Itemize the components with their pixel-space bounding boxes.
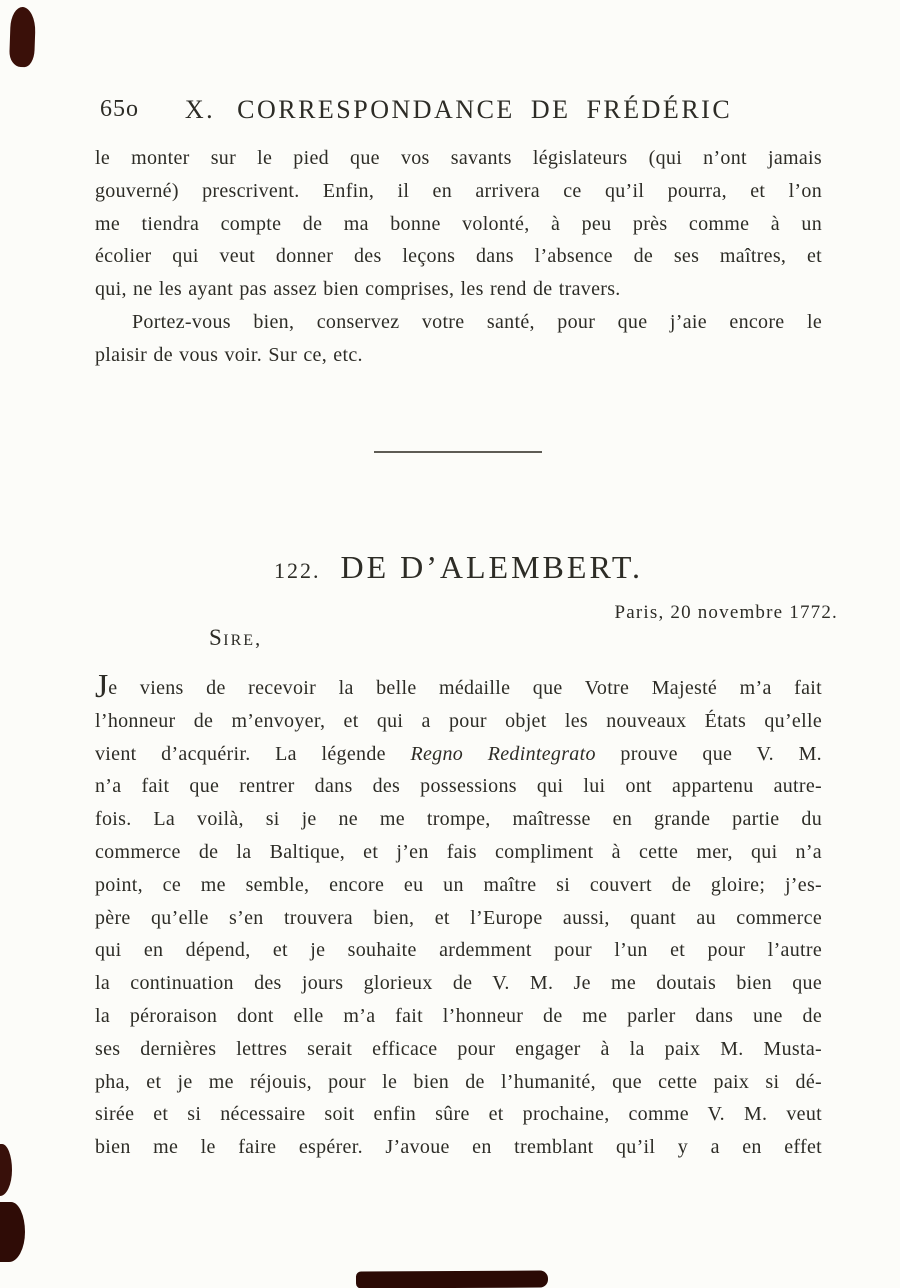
text-line: Je viens de recevoir la belle médaille que Votre Majesté m’a fait	[95, 668, 822, 705]
text-line: ses dernières lettres serait efficace pour engager à la paix M. Musta-	[95, 1037, 822, 1060]
text-line: la continuation des jours glorieux de V. M. Je me doutais bien que	[95, 972, 822, 995]
page-number: 65o	[100, 96, 139, 122]
text-line: bien me le faire espérer. J’avoue en tremblant qu’il y a en effet	[95, 1136, 822, 1159]
text-line: gouverné) prescrivent. Enfin, il en arrivera ce qu’il pourra, et l’on	[95, 179, 822, 202]
letter-body	[95, 668, 822, 1164]
text-line: commerce de la Baltique, et j’en fais compliment à cette mer, qui n’a	[95, 840, 822, 863]
scan-mark-left-upper	[0, 1144, 12, 1196]
chapter-numeral: X.	[184, 95, 216, 124]
text-line: plaisir de vous voir. Sur ce, etc.	[95, 343, 363, 366]
text-line: vient d’acquérir. La légende Regno Redintegrato prouve que V. M.	[95, 742, 822, 765]
page-header	[95, 95, 822, 125]
text-line: fois. La voilà, si je ne me trompe, maîtresse en grande partie du	[95, 808, 822, 831]
running-title	[95, 95, 822, 125]
salutation-comma: ,	[255, 628, 261, 650]
text-line: père qu’elle s’en trouvera bien, et l’Europe aussi, quant au commerce	[95, 906, 822, 929]
previous-letter-farewell-paragraph	[95, 306, 822, 372]
text-line: qui, ne les ayant pas assez bien comprises, les rend de travers.	[95, 278, 621, 301]
letter-title: DE D’ALEMBERT.	[340, 549, 644, 585]
salutation	[209, 625, 260, 651]
salutation-initial: S	[209, 625, 224, 650]
text-line: me tiendra compte de ma bonne volonté, à peu près comme à un	[95, 212, 822, 235]
letter-number: 122.	[273, 558, 321, 583]
text-line: l’honneur de m’envoyer, et qui a pour objet les nouveaux États qu’elle	[95, 709, 822, 732]
text-line: Portez-vous bien, conservez votre santé, pour que j’aie encore le	[132, 311, 822, 333]
text-line: écolier qui veut donner des leçons dans l’absence de ses maîtres, et	[95, 245, 822, 268]
letter-heading	[95, 549, 822, 586]
text-line: pha, et je me réjouis, pour le bien de l’humanité, que cette paix si dé-	[95, 1070, 822, 1093]
running-title-text: CORRESPONDANCE DE FRÉDÉRIC	[237, 95, 733, 124]
text-line: le monter sur le pied que vos savants législateurs (qui n’ont jamais	[95, 147, 822, 169]
text-line: point, ce me semble, encore eu un maître si couvert de gloire; j’es-	[95, 873, 822, 896]
text-line: la péroraison dont elle m’a fait l’honneur de me parler dans une de	[95, 1004, 822, 1027]
previous-letter-closing-paragraph	[95, 142, 822, 306]
scan-mark-left-lower	[0, 1202, 25, 1262]
text-line: n’a fait que rentrer dans des possessions qui lui ont appartenu autre-	[95, 775, 822, 798]
salutation-smallcaps: IRE	[223, 632, 256, 649]
text-line: qui en dépend, et je souhaite ardemment pour l’un et pour l’autre	[95, 939, 822, 962]
dateline: Paris, 20 novembre 1772.	[614, 602, 838, 623]
section-divider	[374, 451, 542, 453]
scan-mark-bottom-bar	[356, 1270, 548, 1288]
scan-mark-top-left	[9, 7, 36, 68]
text-line: sirée et si nécessaire soit enfin sûre et prochaine, comme V. M. veut	[95, 1103, 822, 1126]
